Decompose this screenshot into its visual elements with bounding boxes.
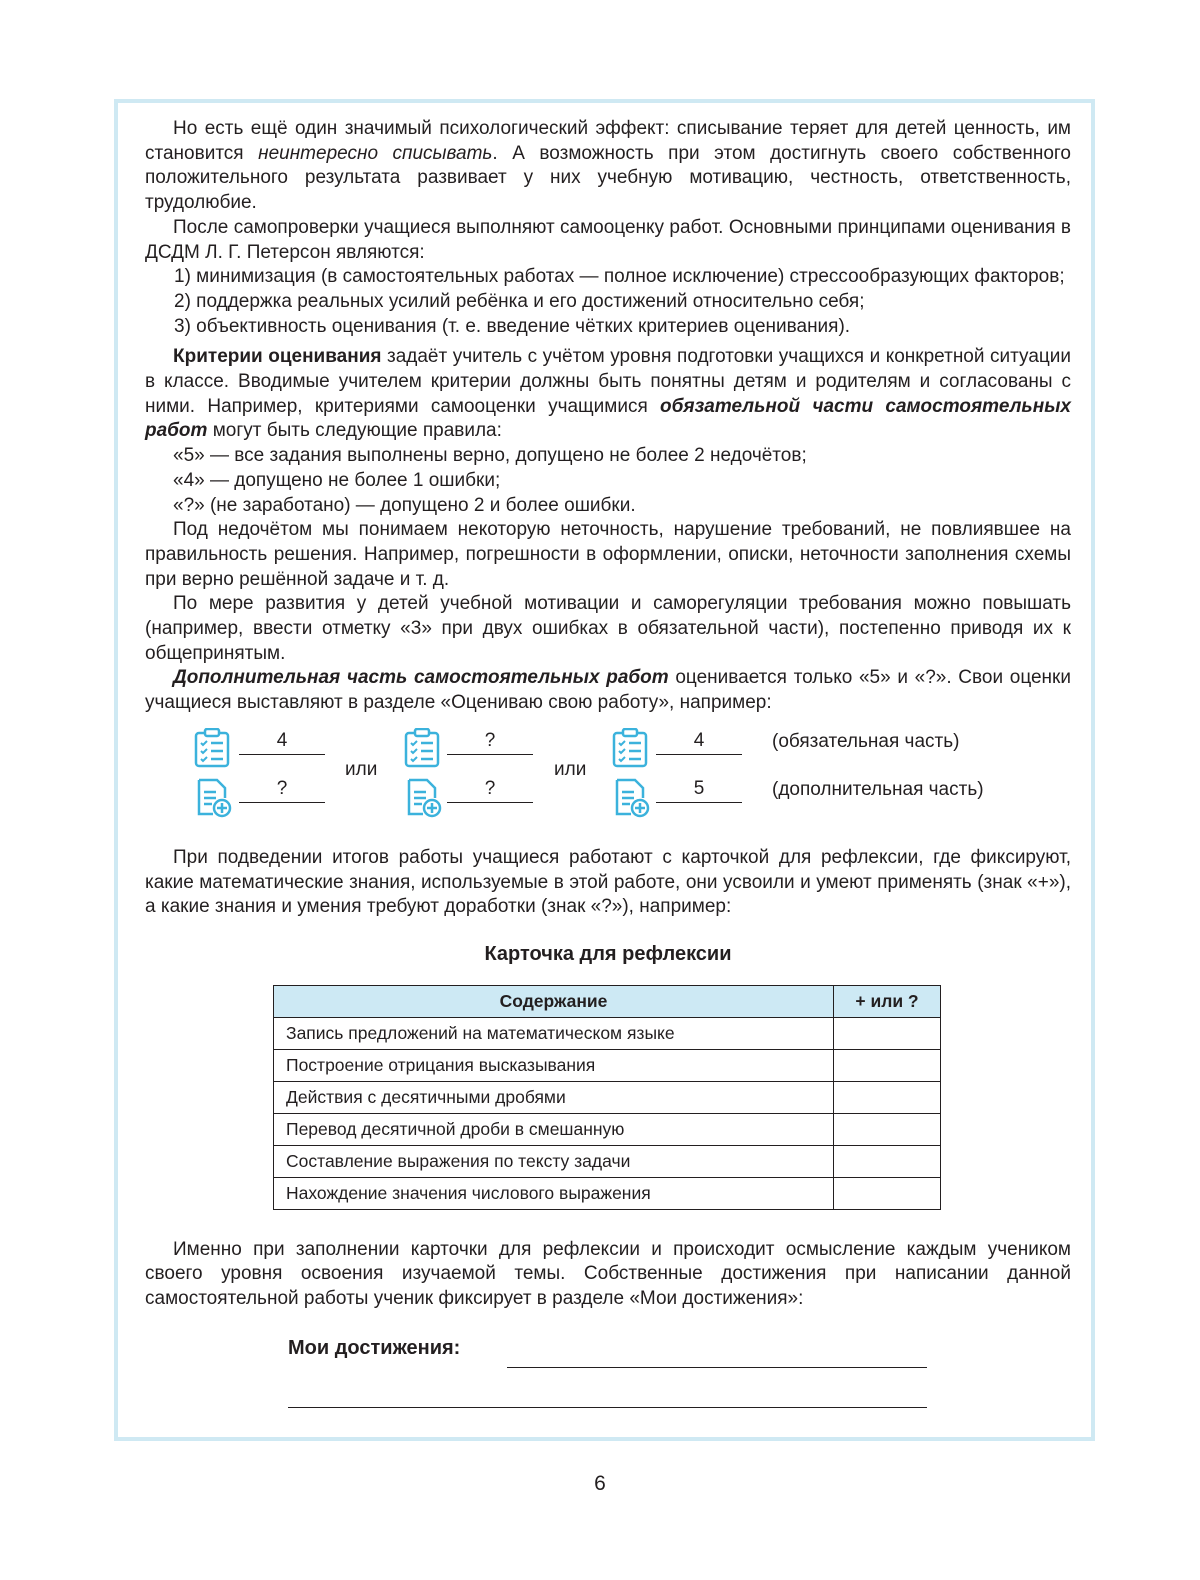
- list-item: 2) поддержка реальных усилий ребёнка и его достижений относительно себя;: [174, 290, 865, 312]
- or-label: или: [554, 758, 587, 780]
- mark-cell[interactable]: [834, 1177, 941, 1209]
- achievements-section: [145, 1324, 1071, 1434]
- table-row: [274, 1017, 941, 1049]
- page-number: 6: [594, 1472, 606, 1495]
- page-content: [145, 117, 1071, 1434]
- list-item: 1) минимизация (в самостоятельных работах — полное исключение) стрессообразующих факторов;: [174, 266, 1065, 288]
- paragraph-effect: [145, 117, 1071, 216]
- column-header-mark: + или ?: [834, 985, 941, 1017]
- or-label: или: [345, 758, 378, 780]
- bold-italic-term: обязательной части самостоятельных работ: [145, 395, 1071, 442]
- paragraph-achievements: Именно при заполнении карточки для рефлексии и происходит осмысление каждым учеником своего уровня освоения изучаемой темы. Собственные достижения при написании данной самостоятельной работы ученик фиксирует в разделе «Мои достижения»:: [145, 1238, 1071, 1310]
- row-content: Нахождение значения числового выражения: [274, 1177, 834, 1209]
- table-row: [274, 1177, 941, 1209]
- additional-mark-3: 5: [656, 776, 742, 803]
- table-row: [274, 1081, 941, 1113]
- mandatory-part-label: (обязательная часть): [772, 730, 960, 752]
- mark-cell[interactable]: [834, 1081, 941, 1113]
- text: . А возможность при этом достигнуть своего собственного положительного результата развивает у них учебную мотивацию, честность, ответственность, трудолюбие.: [145, 142, 1071, 214]
- mandatory-mark-2: ?: [447, 728, 533, 755]
- text: могут быть следующие правила:: [207, 420, 502, 442]
- document-plus-icon: [195, 778, 233, 818]
- rule-item: «?» (не заработано) — допущено 2 и более ошибки.: [173, 494, 636, 516]
- paragraph-motivation: По мере развития у детей учебной мотивации и саморегуляции требования можно повышать (например, ввести отметку «3» при двух ошибках в обязательной части), постепенно приводя их к общепринятым.: [145, 593, 1071, 664]
- additional-mark-2: ?: [447, 776, 533, 803]
- text: задаёт учитель с учётом уровня подготовки учащихся и конкретной ситуации в классе. Вводимые учителем критерии должны быть понятны детям и родителям и согласованы с ними. Например, критериями самооценки учащимися: [145, 346, 1071, 417]
- text: оценивается только «5» и «?». Свои оценки учащиеся выставляют в разделе «Оцениваю свою работу», например:: [145, 667, 1071, 714]
- row-content: Действия с десятичными дробями: [274, 1081, 834, 1113]
- table-header-row: [274, 985, 941, 1017]
- table-row: [274, 1113, 941, 1145]
- rule-item: «5» — все задания выполнены верно, допущено не более 2 недочётов;: [173, 445, 807, 467]
- mandatory-mark-1: 4: [239, 728, 325, 755]
- paragraph-shortcoming: Под недочётом мы понимаем некоторую неточность, нарушение требований, не повлиявшее на правильность решения. Например, погрешности в оформлении, описки, неточности заполнения схемы при верно решённой задаче и т. д.: [145, 519, 1071, 590]
- mark-cell[interactable]: [834, 1017, 941, 1049]
- achievements-line[interactable]: [288, 1407, 927, 1408]
- paragraph-criteria: [145, 345, 1071, 444]
- reflection-card-table: [273, 985, 941, 1210]
- checklist-icon: [611, 728, 649, 768]
- bold-italic-term: Дополнительная часть самостоятельных работ: [173, 667, 669, 689]
- achievements-label: Мои достижения:: [288, 1336, 461, 1359]
- text: Но есть ещё один значимый психологический эффект: списывание теряет для детей ценность, им становится: [145, 118, 1071, 164]
- checklist-icon: [403, 728, 441, 768]
- list-item: 3) объективность оценивания (т. е. введение чётких критериев оценивания).: [174, 315, 851, 337]
- marks-example: [145, 728, 1071, 828]
- table-row: [274, 1049, 941, 1081]
- mark-cell[interactable]: [834, 1145, 941, 1177]
- additional-mark-1: ?: [239, 776, 325, 803]
- emphasis-text: неинтересно списывать: [258, 142, 493, 164]
- card-title: Карточка для рефлексии: [484, 942, 732, 965]
- principles-list: [145, 265, 1071, 339]
- mark-cell[interactable]: [834, 1049, 941, 1081]
- rule-item: «4» — допущено не более 1 ошибки;: [173, 469, 501, 491]
- document-plus-icon: [613, 778, 651, 818]
- mark-cell[interactable]: [834, 1113, 941, 1145]
- document-plus-icon: [405, 778, 443, 818]
- achievements-line[interactable]: [507, 1367, 927, 1368]
- row-content: Перевод десятичной дроби в смешанную: [274, 1113, 834, 1145]
- paragraph-self-assessment: После самопроверки учащиеся выполняют самооценку работ. Основными принципами оценивания в ДСДМ Л. Г. Петерсон являются:: [145, 216, 1071, 263]
- mandatory-mark-3: 4: [656, 728, 742, 755]
- checklist-icon: [193, 728, 231, 768]
- row-content: Построение отрицания высказывания: [274, 1049, 834, 1081]
- row-content: Составление выражения по тексту задачи: [274, 1145, 834, 1177]
- bold-term: Критерии оценивания: [173, 346, 382, 368]
- table-row: [274, 1145, 941, 1177]
- column-header-content: Содержание: [274, 985, 834, 1017]
- additional-part-label: (дополнительная часть): [772, 778, 984, 800]
- paragraph-additional: [145, 666, 1071, 715]
- paragraph-reflection: При подведении итогов работы учащиеся работают с карточкой для рефлексии, где фиксируют, какие математические знания, используемые в этой работе, они усвоили и умеют применять (знак «+»), а какие знания и умения требуют доработки (знак «?»), например:: [145, 846, 1071, 918]
- row-content: Запись предложений на математическом языке: [274, 1017, 834, 1049]
